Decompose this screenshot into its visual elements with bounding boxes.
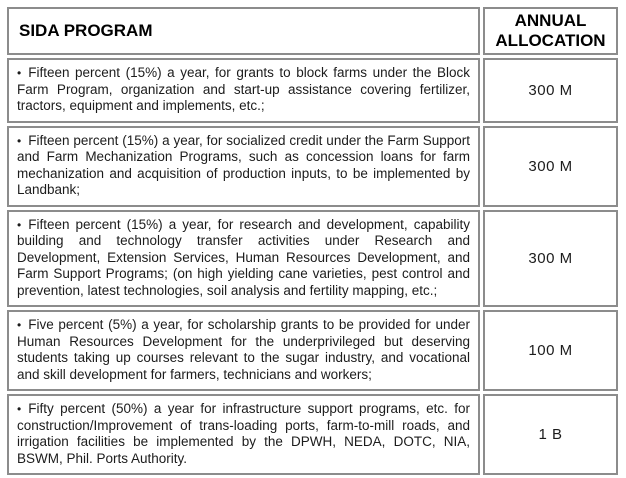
table-row [7, 210, 618, 308]
allocation-value: 300 M [528, 157, 573, 175]
bullet-icon: • [17, 217, 22, 232]
program-cell [7, 394, 480, 475]
program-cell [7, 58, 480, 123]
allocation-value: 100 M [528, 342, 573, 359]
table-row [7, 58, 618, 123]
sida-allocation-table [4, 4, 621, 478]
bullet-icon: • [17, 402, 22, 416]
allocation-value: 300 M [528, 249, 573, 267]
program-cell [7, 310, 480, 391]
program-cell [7, 210, 480, 308]
table-row [7, 394, 618, 475]
allocation-value: 1 B [538, 426, 563, 443]
program-text: Fifteen percent (15%) a year, for research and development, capability building and technology transfer activities under Research and Development, Extension Services, Human Resources Development, and Farm Support Programs; (on high yielding cane varieties, pest control and prevention, latest technologies, soil analysis and fertility mapping, etc.; [17, 216, 470, 298]
program-text: Fifty percent (50%) a year for infrastructure support programs, etc. for construction/Improvement of trans-loading ports, farm-to-mill roads, and irrigation facilities be implemented by the DPWH, NEDA, DOTC, NIA, BSWM, Phil. Ports Authority. [17, 401, 470, 466]
allocation-cell [483, 394, 618, 475]
allocation-cell [483, 126, 618, 207]
bullet-icon: • [17, 133, 22, 148]
allocation-cell [483, 310, 618, 391]
header-row [7, 7, 618, 55]
allocation-value: 300 M [528, 81, 573, 99]
bullet-icon: • [17, 318, 22, 332]
allocation-cell [483, 58, 618, 123]
allocation-cell [483, 210, 618, 308]
program-text: Fifteen percent (15%) a year, for socialized credit under the Farm Support and Farm Mechanization Programs, such as concession loans for farm mechanization and acquisition of production inputs, to be implemented by Landbank; [17, 132, 470, 197]
bullet-icon: • [17, 66, 22, 80]
column-header-sida-program: SIDA PROGRAM [7, 7, 480, 55]
program-text: Fifteen percent (15%) a year, for grants to block farms under the Block Farm Program, organization and start-up assistance covering fertilizer, tractors, equipment and implements, etc.; [17, 65, 470, 113]
program-text: Five percent (5%) a year, for scholarship grants to be provided for under Human Resources Development for the underprivileged but deserving students taking up courses relevant to the sugar industry, and vocational and skill development for farmers, technicians and workers; [17, 317, 470, 382]
table-row [7, 126, 618, 207]
table-row [7, 310, 618, 391]
program-cell [7, 126, 480, 207]
column-header-annual-allocation: ANNUAL ALLOCATION [483, 7, 618, 55]
